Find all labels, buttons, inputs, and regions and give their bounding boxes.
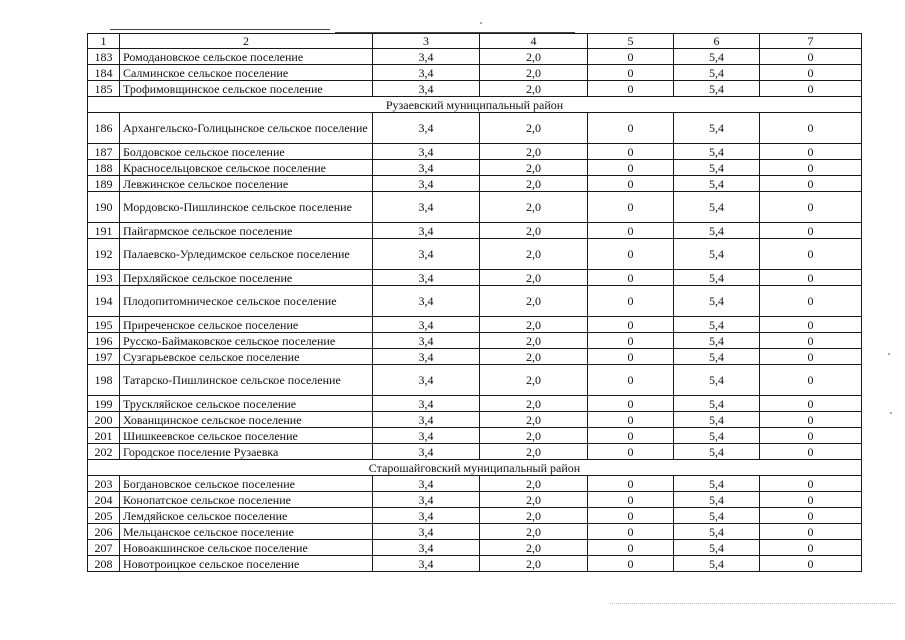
column-header: 4 [480,34,588,49]
row-number-cell: 196 [88,333,120,349]
settlement-name-cell: Приреченское сельское поселение [120,317,373,333]
value-cell-col6: 5,4 [674,556,760,572]
table-row [88,428,862,444]
settlement-name-cell: Архангельско-Голицынское сельское поселение [120,113,373,144]
value-cell-col5: 0 [588,556,674,572]
table-row [88,492,862,508]
value-cell-col5: 0 [588,349,674,365]
settlement-name-cell: Пайгармское сельское поселение [120,223,373,239]
settlement-name-cell: Конопатское сельское поселение [120,492,373,508]
table-row [88,365,862,396]
value-cell-col6: 5,4 [674,65,760,81]
row-number-cell: 191 [88,223,120,239]
settlement-name-cell: Мордовско-Пишлинское сельское поселение [120,192,373,223]
table-row [88,81,862,97]
value-cell-col5: 0 [588,176,674,192]
value-cell-col6: 5,4 [674,144,760,160]
table-row [88,524,862,540]
table-body [88,49,862,572]
value-cell-col3: 3,4 [373,160,480,176]
value-cell-col4: 2,0 [480,192,588,223]
value-cell-col3: 3,4 [373,286,480,317]
settlement-name-cell: Русско-Баймаковское сельское поселение [120,333,373,349]
value-cell-col6: 5,4 [674,286,760,317]
value-cell-col7: 0 [760,444,862,460]
value-cell-col4: 2,0 [480,444,588,460]
value-cell-col4: 2,0 [480,556,588,572]
settlement-name-cell: Сузгарьевское сельское поселение [120,349,373,365]
value-cell-col7: 0 [760,239,862,270]
value-cell-col5: 0 [588,444,674,460]
row-number-cell: 190 [88,192,120,223]
table-row [88,286,862,317]
value-cell-col5: 0 [588,317,674,333]
value-cell-col7: 0 [760,476,862,492]
column-header: 1 [88,34,120,49]
value-cell-col4: 2,0 [480,239,588,270]
value-cell-col6: 5,4 [674,524,760,540]
value-cell-col4: 2,0 [480,65,588,81]
value-cell-col7: 0 [760,49,862,65]
settlement-name-cell: Хованщинское сельское поселение [120,412,373,428]
value-cell-col3: 3,4 [373,349,480,365]
row-number-cell: 186 [88,113,120,144]
column-header: 3 [373,34,480,49]
table-row [88,192,862,223]
value-cell-col4: 2,0 [480,176,588,192]
value-cell-col3: 3,4 [373,540,480,556]
table-row [88,396,862,412]
value-cell-col5: 0 [588,286,674,317]
settlement-name-cell: Шишкеевское сельское поселение [120,428,373,444]
value-cell-col4: 2,0 [480,223,588,239]
settlement-name-cell: Болдовское сельское поселение [120,144,373,160]
settlement-name-cell: Левжинское сельское поселение [120,176,373,192]
value-cell-col3: 3,4 [373,223,480,239]
value-cell-col7: 0 [760,333,862,349]
value-cell-col6: 5,4 [674,365,760,396]
settlement-name-cell: Трофимовщинское сельское поселение [120,81,373,97]
value-cell-col5: 0 [588,223,674,239]
value-cell-col4: 2,0 [480,365,588,396]
row-number-cell: 195 [88,317,120,333]
table-row [88,333,862,349]
value-cell-col5: 0 [588,365,674,396]
value-cell-col4: 2,0 [480,286,588,317]
value-cell-col6: 5,4 [674,540,760,556]
table-row [88,556,862,572]
value-cell-col3: 3,4 [373,144,480,160]
value-cell-col7: 0 [760,286,862,317]
value-cell-col4: 2,0 [480,428,588,444]
value-cell-col4: 2,0 [480,317,588,333]
row-number-cell: 204 [88,492,120,508]
value-cell-col5: 0 [588,492,674,508]
settlement-name-cell: Новоакшинское сельское поселение [120,540,373,556]
settlement-name-cell: Красносельцовское сельское поселение [120,160,373,176]
value-cell-col3: 3,4 [373,428,480,444]
scan-dot [890,412,892,414]
value-cell-col3: 3,4 [373,508,480,524]
value-cell-col3: 3,4 [373,192,480,223]
value-cell-col5: 0 [588,476,674,492]
value-cell-col7: 0 [760,81,862,97]
value-cell-col6: 5,4 [674,81,760,97]
settlements-table [87,33,862,572]
value-cell-col4: 2,0 [480,396,588,412]
value-cell-col7: 0 [760,65,862,81]
value-cell-col3: 3,4 [373,49,480,65]
row-number-cell: 194 [88,286,120,317]
row-number-cell: 188 [88,160,120,176]
settlement-name-cell: Богдановское сельское поселение [120,476,373,492]
value-cell-col5: 0 [588,65,674,81]
column-header: 5 [588,34,674,49]
value-cell-col5: 0 [588,508,674,524]
settlement-name-cell: Мельцанское сельское поселение [120,524,373,540]
row-number-cell: 189 [88,176,120,192]
value-cell-col5: 0 [588,524,674,540]
row-number-cell: 200 [88,412,120,428]
value-cell-col5: 0 [588,396,674,412]
scan-dot [888,353,890,355]
row-number-cell: 202 [88,444,120,460]
table-row [88,270,862,286]
value-cell-col7: 0 [760,223,862,239]
settlement-name-cell: Новотроицкое сельское поселение [120,556,373,572]
value-cell-col6: 5,4 [674,113,760,144]
value-cell-col3: 3,4 [373,317,480,333]
settlement-name-cell: Ромодановское сельское поселение [120,49,373,65]
value-cell-col7: 0 [760,396,862,412]
value-cell-col3: 3,4 [373,476,480,492]
table-header-row [88,34,862,49]
table-row [88,540,862,556]
value-cell-col6: 5,4 [674,192,760,223]
value-cell-col3: 3,4 [373,270,480,286]
value-cell-col6: 5,4 [674,333,760,349]
value-cell-col7: 0 [760,192,862,223]
value-cell-col5: 0 [588,192,674,223]
table-row [88,239,862,270]
row-number-cell: 184 [88,65,120,81]
value-cell-col5: 0 [588,540,674,556]
value-cell-col6: 5,4 [674,476,760,492]
value-cell-col4: 2,0 [480,49,588,65]
value-cell-col3: 3,4 [373,81,480,97]
row-number-cell: 192 [88,239,120,270]
column-header: 2 [120,34,373,49]
row-number-cell: 185 [88,81,120,97]
value-cell-col6: 5,4 [674,492,760,508]
value-cell-col4: 2,0 [480,160,588,176]
table-row [88,317,862,333]
value-cell-col3: 3,4 [373,524,480,540]
value-cell-col7: 0 [760,428,862,444]
value-cell-col6: 5,4 [674,49,760,65]
row-number-cell: 206 [88,524,120,540]
value-cell-col6: 5,4 [674,396,760,412]
value-cell-col3: 3,4 [373,333,480,349]
value-cell-col5: 0 [588,144,674,160]
table-row [88,113,862,144]
table-row [88,49,862,65]
row-number-cell: 203 [88,476,120,492]
value-cell-col4: 2,0 [480,412,588,428]
value-cell-col4: 2,0 [480,144,588,160]
value-cell-col3: 3,4 [373,556,480,572]
table-row [88,144,862,160]
table-row [88,223,862,239]
value-cell-col6: 5,4 [674,317,760,333]
row-number-cell: 183 [88,49,120,65]
settlement-name-cell: Трускляйское сельское поселение [120,396,373,412]
value-cell-col3: 3,4 [373,412,480,428]
row-number-cell: 193 [88,270,120,286]
settlement-name-cell: Перхляйское сельское поселение [120,270,373,286]
value-cell-col7: 0 [760,113,862,144]
value-cell-col4: 2,0 [480,113,588,144]
settlement-name-cell: Лемдяйское сельское поселение [120,508,373,524]
table-row [88,349,862,365]
value-cell-col4: 2,0 [480,81,588,97]
district-heading-row [88,97,862,113]
table-row [88,160,862,176]
value-cell-col4: 2,0 [480,540,588,556]
value-cell-col5: 0 [588,428,674,444]
value-cell-col4: 2,0 [480,270,588,286]
table-row [88,176,862,192]
value-cell-col3: 3,4 [373,176,480,192]
district-heading-row [88,460,862,476]
value-cell-col4: 2,0 [480,508,588,524]
value-cell-col7: 0 [760,365,862,396]
value-cell-col7: 0 [760,508,862,524]
value-cell-col4: 2,0 [480,524,588,540]
value-cell-col3: 3,4 [373,65,480,81]
value-cell-col5: 0 [588,81,674,97]
value-cell-col3: 3,4 [373,113,480,144]
value-cell-col7: 0 [760,524,862,540]
value-cell-col5: 0 [588,412,674,428]
row-number-cell: 208 [88,556,120,572]
table-row [88,508,862,524]
value-cell-col6: 5,4 [674,270,760,286]
value-cell-col4: 2,0 [480,333,588,349]
value-cell-col7: 0 [760,540,862,556]
value-cell-col3: 3,4 [373,365,480,396]
table-row [88,476,862,492]
value-cell-col7: 0 [760,349,862,365]
value-cell-col3: 3,4 [373,396,480,412]
value-cell-col6: 5,4 [674,444,760,460]
value-cell-col6: 5,4 [674,508,760,524]
row-number-cell: 201 [88,428,120,444]
district-heading: Старошайговский муниципальный район [88,460,862,476]
value-cell-col5: 0 [588,113,674,144]
value-cell-col7: 0 [760,176,862,192]
table-row [88,412,862,428]
value-cell-col7: 0 [760,492,862,508]
value-cell-col6: 5,4 [674,349,760,365]
value-cell-col3: 3,4 [373,444,480,460]
value-cell-col7: 0 [760,144,862,160]
value-cell-col3: 3,4 [373,239,480,270]
value-cell-col5: 0 [588,333,674,349]
value-cell-col4: 2,0 [480,476,588,492]
district-heading: Рузаевский муниципальный район [88,97,862,113]
value-cell-col7: 0 [760,160,862,176]
table-row [88,65,862,81]
row-number-cell: 207 [88,540,120,556]
scan-noise [610,603,895,607]
value-cell-col7: 0 [760,270,862,286]
value-cell-col6: 5,4 [674,412,760,428]
settlement-name-cell: Городское поселение Рузаевка [120,444,373,460]
settlement-name-cell: Татарско-Пишлинское сельское поселение [120,365,373,396]
value-cell-col6: 5,4 [674,160,760,176]
value-cell-col7: 0 [760,412,862,428]
table-row [88,444,862,460]
value-cell-col7: 0 [760,556,862,572]
value-cell-col6: 5,4 [674,223,760,239]
column-header: 7 [760,34,862,49]
value-cell-col5: 0 [588,160,674,176]
value-cell-col4: 2,0 [480,492,588,508]
settlement-name-cell: Палаевско-Урледимское сельское поселение [120,239,373,270]
settlement-name-cell: Салминское сельское поселение [120,65,373,81]
column-header: 6 [674,34,760,49]
row-number-cell: 205 [88,508,120,524]
row-number-cell: 197 [88,349,120,365]
value-cell-col6: 5,4 [674,176,760,192]
value-cell-col6: 5,4 [674,428,760,444]
value-cell-col5: 0 [588,239,674,270]
scan-dot [480,22,482,24]
row-number-cell: 198 [88,365,120,396]
value-cell-col6: 5,4 [674,239,760,270]
row-number-cell: 199 [88,396,120,412]
settlement-name-cell: Плодопитомническое сельское поселение [120,286,373,317]
value-cell-col4: 2,0 [480,349,588,365]
value-cell-col5: 0 [588,270,674,286]
scan-mark-top-left [110,29,330,30]
row-number-cell: 187 [88,144,120,160]
value-cell-col7: 0 [760,317,862,333]
value-cell-col3: 3,4 [373,492,480,508]
value-cell-col5: 0 [588,49,674,65]
